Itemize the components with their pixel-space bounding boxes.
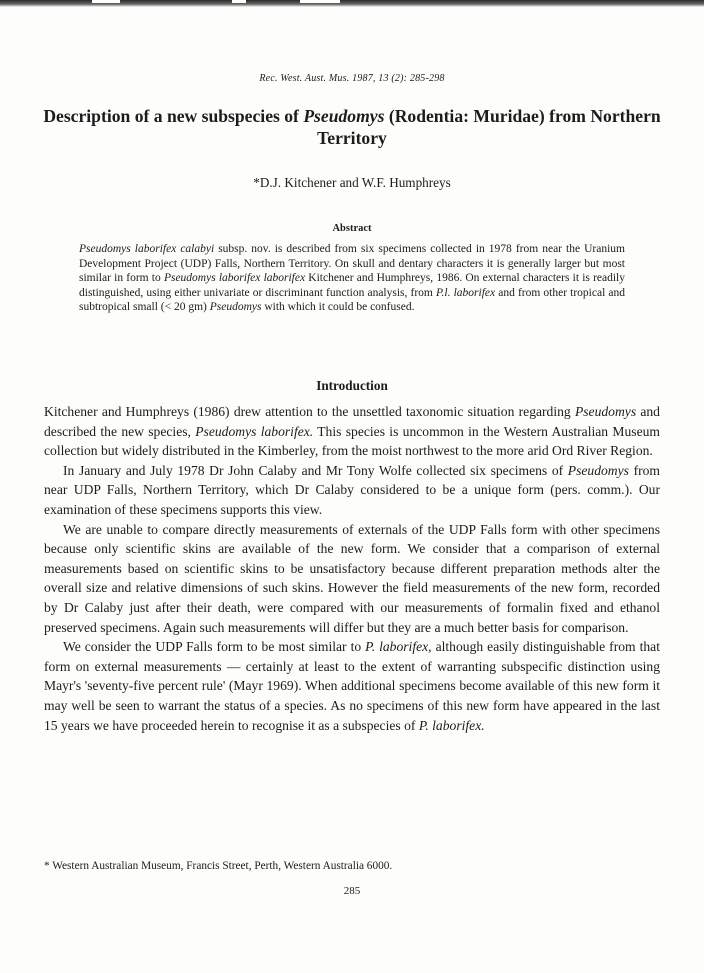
introduction-body — [44, 402, 660, 735]
paragraph-3: We are unable to compare directly measurements of externals of the UDP Falls form with other specimens because only scientific skins are available of the new form. We consider that a comparison of external measurements based on scientific skins to be unsatisfactory because different preparation methods alter the overall size and relative dimensions of such skins. However the field measurements of the new form, recorded by Dr Calaby just after their death, were compared with our measurements of formalin fixed and ethanol preserved specimens. Again such measurements will differ but they are a much better basis for comparison. — [44, 521, 660, 635]
abstract-taxon-2: Pseudomys laborifex laborifex — [163, 272, 306, 285]
paragraph-1-genus: Pseudomys — [574, 404, 637, 419]
abstract-taxon: Pseudomys laborifex calabyi — [79, 243, 215, 255]
abstract-text-2: Kitchener and Humphreys, 1986. On external characters it is readily distinguished, using either univariate or discriminant function analysis, from — [79, 272, 625, 299]
abstract-text-3: and from other tropical and subtropical small (< 20 gm) — [79, 286, 625, 314]
paragraph-4-species-2: P. laborifex. — [418, 717, 485, 733]
paragraph-2-genus: Pseudomys — [567, 462, 629, 478]
abstract-text-1: subsp. nov. is described from six specimens collected in 1978 from near the Uranium Development Project (UDP) Falls, Northern Territory. On skull and dentary characters it is generally larger but most similar in form to — [79, 243, 625, 285]
journal-reference: Rec. West. Aust. Mus. 1987, 13 (2): 285-298 — [259, 73, 445, 84]
paragraph-1-text-a: Kitchener and Humphreys (1986) drew attention to the unsettled taxonomic situation regarding — [44, 404, 575, 419]
scan-edge-gap — [92, 0, 120, 3]
abstract-taxon-3: P.l. laborifex — [435, 286, 496, 299]
paragraph-1 — [44, 402, 660, 461]
scan-edge-gap — [300, 0, 340, 3]
page-number: 285 — [343, 885, 361, 897]
abstract-taxon-4: Pseudomys — [209, 301, 262, 314]
paragraph-4-species: P. laborifex, — [365, 639, 432, 655]
paragraph-4-text-b: although easily distinguishable from that form on external measurements — certainly at least to the extent of warranting subspecific distinction using Mayr's 'seventy-five percent rule' (Mayr 1969). When additional specimens become available of this new form it may well be seen to warrant the status of a species. As no specimens of this new form have appeared in the last 15 years we have proceeded herein to recognise it as a subspecies of — [44, 639, 660, 733]
authors: *D.J. Kitchener and W.F. Humphreys — [253, 175, 451, 190]
title-part-2: (Rodentia: Muridae) from Northern Territory — [317, 106, 661, 148]
paragraph-2-text-a: In January and July 1978 Dr John Calaby and Mr Tony Wolfe collected six specimens of — [63, 462, 568, 478]
article-title — [40, 105, 664, 149]
paragraph-2-text-b: from near UDP Falls, Northern Territory, which Dr Calaby considered to be a unique form (pers. comm.). Our examination of these specimens supports this view. — [44, 462, 660, 517]
title-part-1: Description of a new subspecies of — [43, 106, 304, 126]
abstract-text — [79, 242, 625, 315]
scan-edge-gap — [232, 0, 246, 3]
paragraph-4 — [44, 637, 660, 735]
abstract-text-4: with which it could be confused. — [261, 301, 415, 314]
introduction-heading: Introduction — [316, 378, 388, 393]
footnote: * Western Australian Museum, Francis Street, Perth, Western Australia 6000. — [44, 860, 393, 872]
paragraph-4-text-a: We consider the UDP Falls form to be most similar to — [63, 639, 366, 655]
paragraph-2 — [44, 461, 660, 520]
title-genus: Pseudomys — [303, 106, 385, 126]
paragraph-1-text-b: and described the new species, — [44, 404, 660, 439]
paragraph-1-text-c: This species is uncommon in the Western Australian Museum collection but widely distributed in the Kimberley, from the moist northwest to the more arid Ord River Region. — [44, 423, 660, 459]
abstract-heading: Abstract — [332, 223, 372, 234]
paragraph-1-species: Pseudomys laborifex. — [195, 423, 314, 439]
